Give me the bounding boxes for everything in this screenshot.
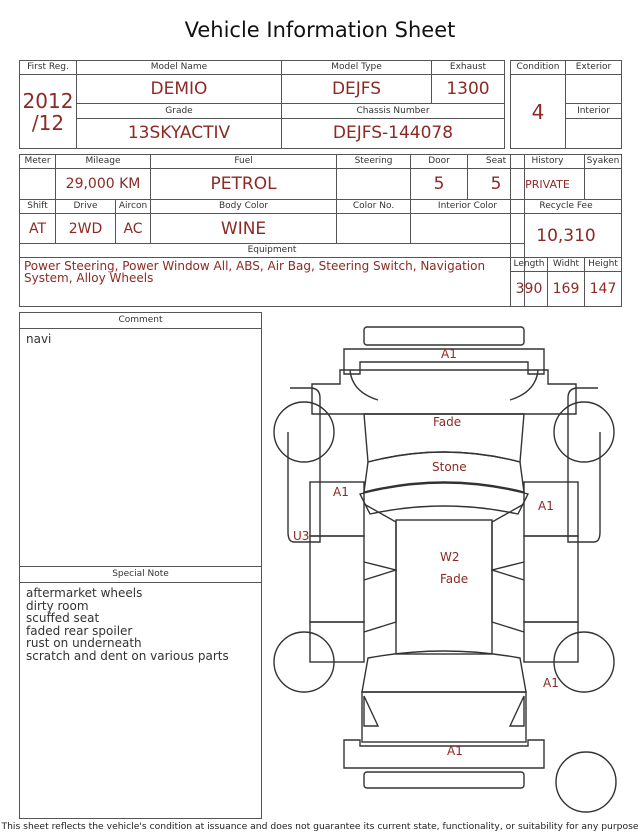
rear-bumper-bottom	[364, 772, 524, 788]
interior-value	[566, 118, 622, 148]
door-value: 5	[411, 169, 468, 200]
damage-left-door: U3	[293, 529, 310, 543]
wheel-front-right	[554, 402, 614, 462]
special-note-item: rust on underneath	[26, 636, 142, 650]
shift-value: AT	[20, 214, 56, 244]
aircon-label: Aircon	[116, 200, 151, 214]
right-window-front	[492, 504, 524, 570]
special-note-item: dirty room	[26, 598, 89, 613]
tail-light-right	[510, 696, 524, 726]
model-name-value: DEMIO	[77, 75, 282, 104]
syaken-label: Syaken	[585, 155, 622, 169]
steering-value	[337, 169, 411, 200]
meter-value	[20, 169, 56, 200]
model-name-label: Model Name	[77, 61, 282, 75]
fuel-label: Fuel	[151, 155, 337, 169]
right-rear-quarter	[524, 622, 578, 662]
shift-label: Shift	[20, 200, 56, 214]
comment-text: navi	[26, 332, 52, 346]
first-reg-month: /12	[31, 110, 65, 135]
exhaust-value: 1300	[432, 75, 505, 104]
door-label: Door	[411, 155, 468, 169]
steering-label: Steering	[337, 155, 411, 169]
special-note-item: aftermarket wheels	[26, 586, 143, 600]
equipment-value: Power Steering, Power Window All, ABS, Air Bag, Steering Switch, Navigation System, Alloy Wheels	[20, 258, 525, 307]
equipment-label: Equipment	[20, 244, 525, 258]
exterior-label: Exterior	[566, 61, 622, 75]
left-fender-outer	[288, 388, 320, 542]
interior-color-value	[411, 214, 525, 244]
rear-bumper	[344, 740, 544, 768]
comment-box	[19, 312, 262, 567]
seat-label: Seat	[468, 155, 525, 169]
condition-value: 4	[511, 75, 566, 149]
damage-front-bumper: A1	[441, 347, 457, 361]
right-fender-outer	[568, 388, 600, 542]
special-note-label: Special Note	[20, 567, 261, 583]
special-note-item: scratch and dent on various parts	[26, 648, 229, 663]
right-window-rear	[492, 570, 524, 632]
syaken-value	[585, 169, 622, 200]
spec-table	[19, 154, 525, 307]
height-value: 147	[585, 272, 622, 307]
interior-label: Interior	[566, 104, 622, 118]
right-doors	[524, 536, 578, 622]
height-label: Height	[585, 258, 622, 272]
grade-label: Grade	[77, 104, 282, 118]
registration-table	[19, 60, 505, 149]
page-title: Vehicle Information Sheet	[184, 18, 456, 42]
first-reg-value	[20, 75, 77, 149]
spare-wheel	[556, 752, 616, 812]
body-color-label: Body Color	[151, 200, 337, 214]
model-type-value: DEJFS	[282, 75, 432, 104]
damage-hood-1: Fade	[433, 415, 462, 429]
width-value: 169	[548, 272, 585, 307]
fuel-value: PETROL	[151, 169, 337, 200]
footer-disclaimer: This sheet reflects the vehicle's condition at issuance and does not guarantee its current state, functionality, or suitability for any purpose	[1, 821, 639, 832]
wheel-front-left	[274, 402, 334, 462]
special-note-item: faded rear spoiler	[26, 623, 133, 638]
damage-roof-1: W2	[440, 550, 460, 564]
grade-value: 13SKYACTIV	[77, 118, 282, 148]
damage-left-fender: A1	[333, 485, 349, 499]
tailgate	[362, 692, 526, 742]
chassis-number-label: Chassis Number	[282, 104, 505, 118]
history-value: PRIVATE	[511, 169, 585, 200]
damage-right-rear: A1	[543, 676, 559, 690]
special-note-item: scuffed seat	[26, 611, 100, 625]
comment-label: Comment	[20, 313, 261, 329]
length-value: 390	[511, 272, 548, 307]
width-label: Widht	[548, 258, 585, 272]
exterior-value	[566, 75, 622, 104]
aircon-value: AC	[116, 214, 151, 244]
special-note-box	[19, 566, 262, 819]
color-no-value	[337, 214, 411, 244]
first-reg-label: First Reg.	[20, 61, 77, 75]
condition-label: Condition	[511, 61, 566, 75]
roof	[396, 520, 492, 654]
left-window-rear	[364, 570, 396, 632]
left-rear-quarter	[310, 622, 364, 662]
tail-light-left	[364, 696, 378, 726]
left-window-front	[364, 504, 396, 570]
first-reg-year: 2012	[22, 88, 74, 113]
chassis-number-value: DEJFS-144078	[282, 118, 505, 148]
seat-value: 5	[468, 169, 525, 200]
mileage-label: Mileage	[56, 155, 151, 169]
history-table	[510, 154, 622, 307]
rear-window	[362, 651, 526, 692]
damage-right-fender: A1	[538, 499, 554, 513]
car-damage-diagram	[268, 322, 620, 820]
front-bumper-top	[364, 327, 524, 345]
length-label: Length	[511, 258, 548, 272]
recycle-fee-label: Recycle Fee	[511, 200, 622, 214]
exhaust-label: Exhaust	[432, 61, 505, 75]
damage-hood-2: Stone	[432, 460, 467, 474]
special-note-list	[20, 583, 261, 666]
damage-roof-2: Fade	[440, 572, 469, 586]
history-label: History	[511, 155, 585, 169]
recycle-fee-value: 10,310	[511, 214, 622, 258]
damage-rear-bumper: A1	[447, 744, 463, 758]
left-doors	[310, 536, 364, 622]
model-type-label: Model Type	[282, 61, 432, 75]
condition-table	[510, 60, 622, 149]
drive-value: 2WD	[56, 214, 116, 244]
meter-label: Meter	[20, 155, 56, 169]
interior-color-label: Interior Color	[411, 200, 525, 214]
body-color-value: WINE	[151, 214, 337, 244]
drive-label: Drive	[56, 200, 116, 214]
mileage-value: 29,000 KM	[56, 169, 151, 200]
color-no-label: Color No.	[337, 200, 411, 214]
